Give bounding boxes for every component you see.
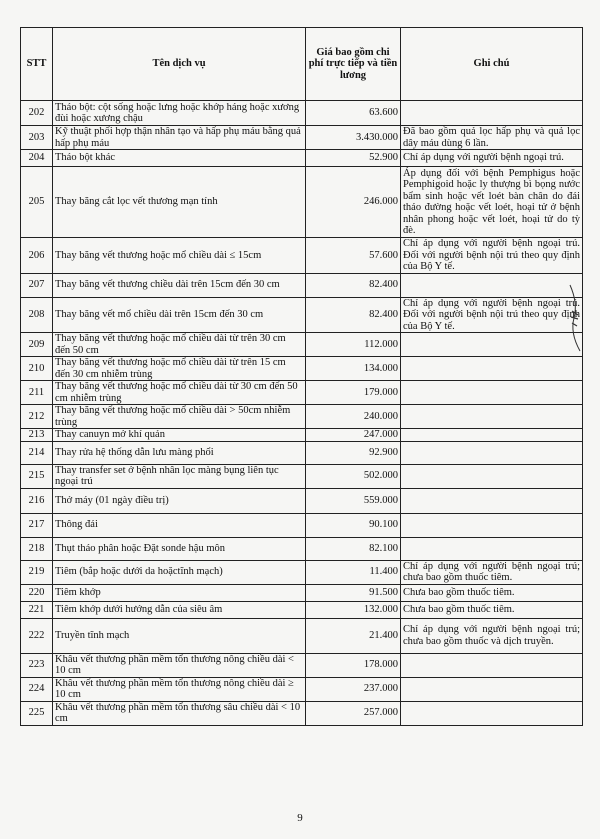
row-price: 240.000 bbox=[306, 405, 401, 429]
row-price: 90.100 bbox=[306, 513, 401, 537]
service-price-table bbox=[20, 27, 583, 726]
row-stt: 219 bbox=[21, 560, 53, 584]
row-service-name: Thay transfer set ở bệnh nhân lọc màng bụng liên tục ngoại trú bbox=[53, 464, 306, 488]
header-stt: STT bbox=[21, 28, 53, 101]
table-row bbox=[21, 238, 583, 274]
row-price: 257.000 bbox=[306, 701, 401, 725]
row-price: 246.000 bbox=[306, 167, 401, 238]
row-stt: 224 bbox=[21, 677, 53, 701]
table-header-row bbox=[21, 28, 583, 101]
row-stt: 218 bbox=[21, 537, 53, 560]
row-service-name: Tháo bột: cột sống hoặc lưng hoặc khớp háng hoặc xương đùi hoặc xương chậu bbox=[53, 101, 306, 126]
table-row bbox=[21, 441, 583, 464]
row-stt: 205 bbox=[21, 167, 53, 238]
table-row bbox=[21, 560, 583, 584]
row-service-name: Truyền tĩnh mạch bbox=[53, 618, 306, 653]
table-row bbox=[21, 357, 583, 381]
row-price: 134.000 bbox=[306, 357, 401, 381]
row-stt: 214 bbox=[21, 441, 53, 464]
table-row bbox=[21, 653, 583, 677]
row-stt: 223 bbox=[21, 653, 53, 677]
row-service-name: Thay băng vết thương hoặc mổ chiều dài > 50cm nhiễm trùng bbox=[53, 405, 306, 429]
table-row bbox=[21, 150, 583, 167]
table-row bbox=[21, 101, 583, 126]
row-stt: 220 bbox=[21, 584, 53, 601]
row-note: Chỉ áp dụng với người bệnh ngoại trú. Đối với người bệnh nội trú theo quy định của Bộ Y tế. bbox=[401, 238, 583, 274]
table-row bbox=[21, 488, 583, 513]
row-stt: 216 bbox=[21, 488, 53, 513]
row-service-name: Thụt tháo phân hoặc Đặt sonde hậu môn bbox=[53, 537, 306, 560]
row-price: 21.400 bbox=[306, 618, 401, 653]
row-stt: 222 bbox=[21, 618, 53, 653]
row-price: 559.000 bbox=[306, 488, 401, 513]
row-note bbox=[401, 701, 583, 725]
row-service-name: Thay băng vết mổ chiều dài trên 15cm đến 30 cm bbox=[53, 297, 306, 333]
row-note bbox=[401, 357, 583, 381]
row-note bbox=[401, 677, 583, 701]
row-note bbox=[401, 441, 583, 464]
row-service-name: Tiêm (bắp hoặc dưới da hoặctĩnh mạch) bbox=[53, 560, 306, 584]
row-note bbox=[401, 381, 583, 405]
row-note bbox=[401, 333, 583, 357]
row-stt: 215 bbox=[21, 464, 53, 488]
row-note: Chỉ áp dụng với người bệnh ngoại trú. Đối với người bệnh nội trú theo quy định của Bộ Y tế. bbox=[401, 297, 583, 333]
table-row bbox=[21, 333, 583, 357]
row-service-name: Kỹ thuật phối hợp thận nhân tạo và hấp phụ máu bằng quả hấp phụ máu bbox=[53, 126, 306, 150]
row-stt: 211 bbox=[21, 381, 53, 405]
row-note: Chưa bao gồm thuốc tiêm. bbox=[401, 601, 583, 618]
row-note bbox=[401, 513, 583, 537]
row-service-name: Thay băng vết thương chiều dài trên 15cm đến 30 cm bbox=[53, 273, 306, 297]
row-price: 57.600 bbox=[306, 238, 401, 274]
row-price: 3.430.000 bbox=[306, 126, 401, 150]
row-service-name: Thay rửa hệ thống dẫn lưu màng phổi bbox=[53, 441, 306, 464]
row-note bbox=[401, 653, 583, 677]
row-note bbox=[401, 488, 583, 513]
row-stt: 209 bbox=[21, 333, 53, 357]
page-number: 9 bbox=[297, 812, 303, 824]
row-stt: 208 bbox=[21, 297, 53, 333]
row-service-name: Khâu vết thương phần mềm tổn thương sâu chiều dài < 10 cm bbox=[53, 701, 306, 725]
table-row bbox=[21, 167, 583, 238]
row-price: 82.400 bbox=[306, 297, 401, 333]
table-row bbox=[21, 618, 583, 653]
table-row bbox=[21, 601, 583, 618]
header-service-name: Tên dịch vụ bbox=[53, 28, 306, 101]
row-price: 82.400 bbox=[306, 273, 401, 297]
row-price: 247.000 bbox=[306, 429, 401, 442]
row-note bbox=[401, 405, 583, 429]
row-service-name: Thay băng vết thương hoặc mổ chiều dài ≤ 15cm bbox=[53, 238, 306, 274]
row-price: 63.600 bbox=[306, 101, 401, 126]
row-service-name: Thông đái bbox=[53, 513, 306, 537]
row-service-name: Thay băng vết thương hoặc mổ chiều dài từ 30 cm đến 50 cm nhiễm trùng bbox=[53, 381, 306, 405]
row-note bbox=[401, 273, 583, 297]
row-stt: 217 bbox=[21, 513, 53, 537]
table-row bbox=[21, 405, 583, 429]
header-price: Giá bao gồm chi phí trực tiếp và tiền lương bbox=[306, 28, 401, 101]
row-note: Chưa bao gồm thuốc tiêm. bbox=[401, 584, 583, 601]
row-price: 82.100 bbox=[306, 537, 401, 560]
row-service-name: Thay băng vết thương hoặc mổ chiều dài từ trên 30 cm đến 50 cm bbox=[53, 333, 306, 357]
row-service-name: Thay canuyn mở khí quản bbox=[53, 429, 306, 442]
row-price: 502.000 bbox=[306, 464, 401, 488]
row-service-name: Thay băng cắt lọc vết thương mạn tính bbox=[53, 167, 306, 238]
row-stt: 212 bbox=[21, 405, 53, 429]
table-row bbox=[21, 677, 583, 701]
row-price: 11.400 bbox=[306, 560, 401, 584]
row-price: 178.000 bbox=[306, 653, 401, 677]
row-service-name: Tiêm khớp dưới hướng dẫn của siêu âm bbox=[53, 601, 306, 618]
table-row bbox=[21, 584, 583, 601]
row-stt: 202 bbox=[21, 101, 53, 126]
row-price: 112.000 bbox=[306, 333, 401, 357]
table-row bbox=[21, 701, 583, 725]
row-stt: 206 bbox=[21, 238, 53, 274]
table-row bbox=[21, 513, 583, 537]
row-price: 91.500 bbox=[306, 584, 401, 601]
row-note bbox=[401, 429, 583, 442]
table-row bbox=[21, 537, 583, 560]
row-service-name: Tiêm khớp bbox=[53, 584, 306, 601]
row-note: Chỉ áp dụng với người bệnh ngoại trú; chưa bao gồm thuốc và dịch truyền. bbox=[401, 618, 583, 653]
table-row bbox=[21, 126, 583, 150]
table-body bbox=[21, 101, 583, 726]
row-price: 52.900 bbox=[306, 150, 401, 167]
row-note bbox=[401, 537, 583, 560]
table-row bbox=[21, 381, 583, 405]
row-note bbox=[401, 464, 583, 488]
row-service-name: Khâu vết thương phần mềm tổn thương nông chiều dài ≥ 10 cm bbox=[53, 677, 306, 701]
row-stt: 203 bbox=[21, 126, 53, 150]
row-price: 179.000 bbox=[306, 381, 401, 405]
row-stt: 225 bbox=[21, 701, 53, 725]
row-price: 132.000 bbox=[306, 601, 401, 618]
table-row bbox=[21, 464, 583, 488]
row-note: Chỉ áp dụng với người bệnh ngoại trú. bbox=[401, 150, 583, 167]
header-note: Ghi chú bbox=[401, 28, 583, 101]
row-stt: 221 bbox=[21, 601, 53, 618]
row-note: Chỉ áp dụng với người bệnh ngoại trú; chưa bao gồm thuốc tiêm. bbox=[401, 560, 583, 584]
table-row bbox=[21, 273, 583, 297]
row-stt: 210 bbox=[21, 357, 53, 381]
table-row bbox=[21, 297, 583, 333]
row-price: 92.900 bbox=[306, 441, 401, 464]
row-service-name: Thay băng vết thương hoặc mổ chiều dài từ trên 15 cm đến 30 cm nhiễm trùng bbox=[53, 357, 306, 381]
row-service-name: Khâu vết thương phần mềm tổn thương nông chiều dài < 10 cm bbox=[53, 653, 306, 677]
row-stt: 213 bbox=[21, 429, 53, 442]
row-note: Đã bao gồm quả lọc hấp phụ và quả lọc dây máu dùng 6 lần. bbox=[401, 126, 583, 150]
row-service-name: Tháo bột khác bbox=[53, 150, 306, 167]
margin-stamp-mark bbox=[566, 283, 584, 353]
row-service-name: Thở máy (01 ngày điều trị) bbox=[53, 488, 306, 513]
table-row bbox=[21, 429, 583, 442]
row-price: 237.000 bbox=[306, 677, 401, 701]
row-note bbox=[401, 101, 583, 126]
row-stt: 204 bbox=[21, 150, 53, 167]
row-stt: 207 bbox=[21, 273, 53, 297]
row-note: Áp dụng đối với bệnh Pemphigus hoặc Pemphigoid hoặc ly thượng bì bọng nước bẩm sinh hoặc vết loét bàn chân do đái tháo đường hoặc vết loét, hoại tử ở bệnh nhân phong hoặc vết loét, hoại tử do tỳ đè. bbox=[401, 167, 583, 238]
